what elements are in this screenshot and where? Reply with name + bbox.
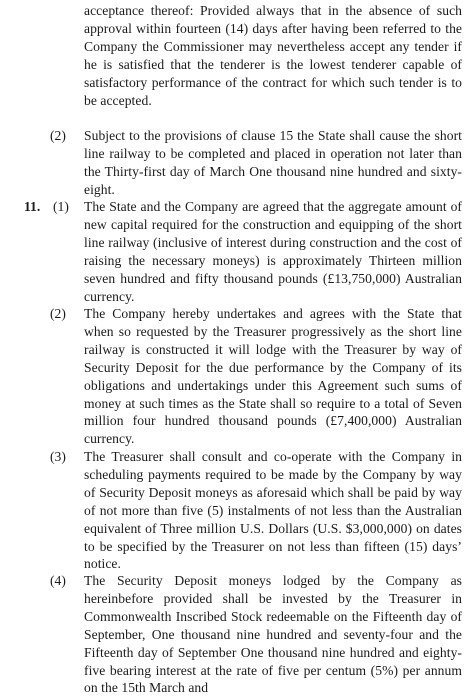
- clause-11-4-number: (4): [50, 573, 66, 588]
- clause-11-1-text: The State and the Company are agreed that the aggregate amount of new capital required for the construction and equipping of the short line railway (inclusive of interest during construction and the cost of raising the necessary moneys) is approximately Thirteen million seven hundred and fifty thousand pounds (£13,750,000) Australian currency.: [84, 199, 462, 304]
- clause-10-2-number: (2): [50, 128, 66, 143]
- clause-11-2-text: The Company hereby undertakes and agrees with the State that when so requested by the Treasurer progressively as the short line railway is constructed it will lodge with the Treasurer by way of Security Deposit for the due performance by the Company of its obligations and undertakings under this Agreement such sums of money at such times as the State shall so require to a total of Seven million four hundred thousand pounds (£7,400,000) Australian currency.: [84, 306, 462, 447]
- continuation-paragraph: acceptance thereof: Provided always that in the absence of such approval within fourteen (14) days after having been referred to the Company the Commissioner may nevertheless accept any tender if he is satisfied that the tenderer is the lowest tenderer capable of satisfactory performance of the contract for which such tender is to be accepted.: [84, 3, 462, 108]
- clause-10-2-text: Subject to the provisions of clause 15 the State shall cause the short line railway to be completed and placed in operation not later than the Thirty-first day of March One thousand nine hundred and sixty-eight.: [84, 128, 462, 197]
- clause-11-3-text: The Treasurer shall consult and co-operate with the Company in scheduling payments required to be made by the Company by way of Security Deposit moneys as aforesaid which shall be paid by way of not more than five (5) instalments of not less than the Australian equivalent of Three million U.S. Dollars (U.S. $3,000,000) on dates to be specified by the Treasurer on not less than fifteen (15) days’ notice.: [84, 449, 462, 572]
- clause-11-4-text: The Security Deposit moneys lodged by the Company as hereinbefore provided shall be invested by the Treasurer in Commonwealth Inscribed Stock redeemable on the Fifteenth day of September, One thousand nine hundred and seventy-four and the Fifteenth day of September One thousand nine hundred and eighty-five bearing interest at the rate of five per centum (5%) per annum on the 15th March and: [84, 573, 462, 696]
- section-11-number: 11.: [24, 199, 41, 214]
- clause-11-2-number: (2): [50, 306, 66, 321]
- clause-11-3-number: (3): [50, 449, 66, 464]
- clause-11-1-number: (1): [53, 199, 69, 214]
